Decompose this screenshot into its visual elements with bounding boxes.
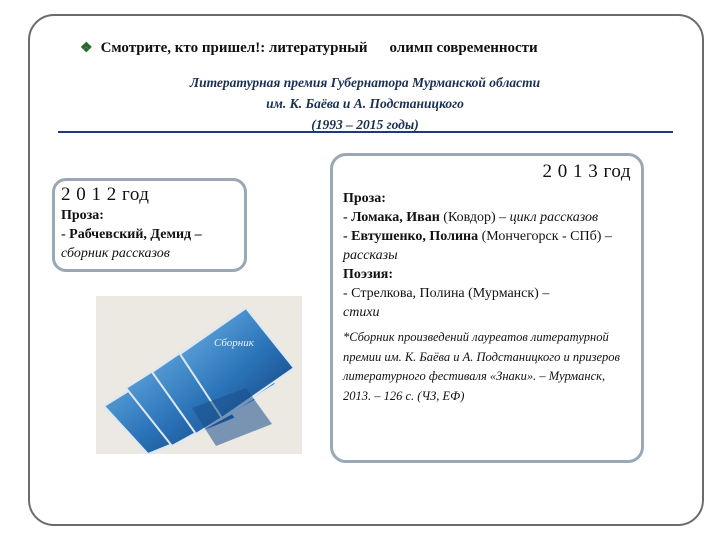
award-2012-author: - Рабчевский, Демид – — [61, 227, 202, 242]
entry1-author: - Ломака, Иван — [343, 210, 440, 225]
award-2012-section: Проза: — [61, 208, 104, 223]
subtitle-line2: им. К. Баёва и А. Подстаницкого — [266, 96, 464, 111]
slide-heading — [80, 40, 538, 57]
award-2012-work: сборник рассказов — [61, 246, 170, 261]
divider-line — [58, 131, 673, 133]
entry3-work: стихи — [343, 305, 380, 320]
award-2012-box — [52, 178, 247, 272]
heading-text-part2: олимп современности — [389, 40, 538, 56]
entry1-work: – цикл рассказов — [495, 210, 599, 225]
entry2-author: - Евтушенко, Полина — [343, 229, 479, 244]
cover-title-text: Сборник — [214, 337, 254, 349]
award-2013-entry2 — [343, 227, 631, 265]
entry2-place: (Мончегорск - СПб) — [478, 229, 602, 244]
subtitle-line1: Литературная премия Губернатора Мурманской области — [189, 75, 541, 90]
entry2-work: – рассказы — [343, 229, 612, 263]
award-2013-entry1 — [343, 208, 631, 227]
book-stack-illustration — [96, 296, 302, 454]
collection-note: *Сборник произведений лауреатов литературной премии им. К. Баёва и А. Подстаницкого и призеров литературного фестиваля «Знаки». – Мурманск, 2013. – 126 с. (ЧЗ, ЕФ) — [343, 330, 620, 403]
subtitle-line3: (1993 – 2015 годы) — [311, 117, 419, 132]
checkmark-diamond-icon: ❖ — [80, 41, 93, 56]
book-photo — [96, 296, 302, 454]
award-subtitle — [130, 72, 600, 135]
award-2012-year: 2 0 1 2 год — [61, 184, 150, 205]
award-2013-box — [330, 153, 644, 463]
entry1-place: (Ковдор) — [439, 210, 496, 225]
award-2013-year: 2 0 1 3 год — [542, 161, 631, 182]
award-2013-prose-label: Проза: — [343, 191, 386, 206]
entry3-author: - Стрелкова, Полина (Мурманск) – — [343, 286, 550, 301]
award-2013-poetry-label: Поэзия: — [343, 267, 394, 282]
heading-text-part1: Смотрите, кто пришел!: литературный — [100, 40, 368, 56]
